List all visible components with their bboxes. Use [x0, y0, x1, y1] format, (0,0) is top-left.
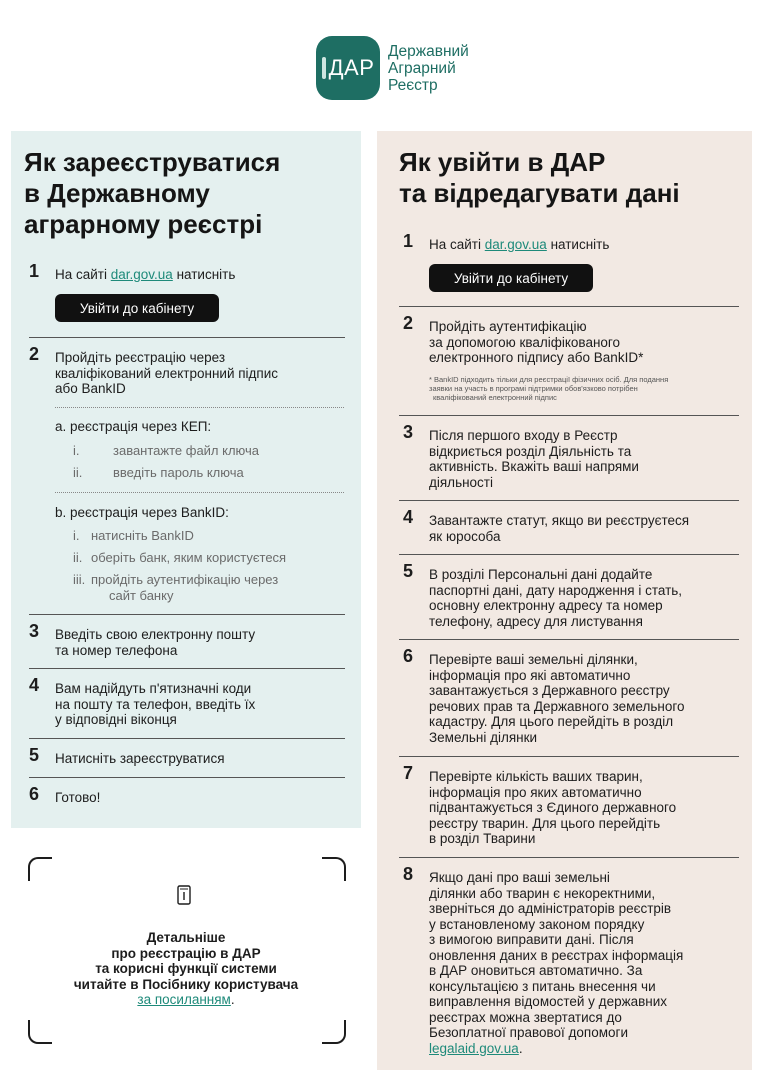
- footnote-line: заявки на участь в програмі підтримки обов'язково потрібен: [429, 384, 638, 393]
- dar-site-link[interactable]: dar.gov.ua: [110, 267, 173, 282]
- step-text: [429, 870, 683, 1056]
- bankid-option-label: b. реєстрація через BankID:: [55, 505, 229, 520]
- registration-panel: [11, 131, 361, 828]
- kep-option-label: a. реєстрація через КЕП:: [55, 419, 212, 434]
- divider: [399, 857, 739, 858]
- legalaid-link[interactable]: legalaid.gov.ua: [429, 1040, 519, 1056]
- text-line: або BankID: [55, 381, 126, 396]
- step-number: 2: [403, 313, 414, 333]
- text-line: відкриється розділ Діяльність та: [429, 443, 632, 459]
- login-title: [399, 147, 680, 209]
- substep-number: i.: [73, 528, 80, 543]
- text-line: та номер телефона: [55, 642, 178, 658]
- logo-line: Державний: [388, 42, 469, 60]
- substep-text: оберіть банк, яким користуєтеся: [91, 550, 287, 565]
- text-line: кадастру. Для цього перейдіть в розділ: [429, 714, 674, 729]
- step-text-pre: На сайті: [429, 237, 485, 252]
- divider: [399, 306, 739, 307]
- reg-step-4: [29, 675, 349, 729]
- title-line: аграрному реєстрі: [24, 209, 263, 239]
- bankid-footnote: [429, 375, 739, 402]
- step-text: [429, 513, 689, 544]
- text-line: виправлення відомостей у державних: [429, 994, 668, 1009]
- title-line: Як увійти в ДАР: [399, 147, 606, 177]
- reg-step-3: [29, 621, 349, 659]
- text-line: та корисні функції системи: [95, 961, 277, 976]
- substep-text: пройдіть аутентифікацію через: [91, 572, 279, 587]
- book-icon: [177, 885, 191, 905]
- text-line: в ДАР оновиться автоматично. За: [429, 963, 643, 978]
- step-text: [429, 652, 684, 745]
- step-number: 3: [29, 621, 40, 641]
- text-line: кваліфікований електронний підпис: [55, 365, 279, 381]
- step-text: [55, 267, 235, 283]
- title-line: в Державному: [24, 178, 210, 208]
- step-number: 2: [29, 344, 40, 364]
- logo-line: Реєстр: [388, 76, 438, 94]
- step-text: [429, 428, 639, 490]
- text-line: інформація про яких автоматично: [429, 784, 642, 800]
- step-number: 6: [403, 646, 414, 666]
- kep-substep: [73, 443, 343, 459]
- text-line: як юрособа: [429, 528, 501, 544]
- step-text-pre: На сайті: [55, 267, 111, 282]
- frame-corner: [28, 857, 52, 881]
- step-text: [55, 681, 255, 728]
- text-line: зверніться до адміністраторів реєстрів: [429, 901, 672, 916]
- text-line: Перевірте ваші земельні ділянки,: [429, 652, 638, 667]
- text-line: основну електронну адресу та номер: [429, 598, 663, 613]
- login-edit-panel: [377, 131, 752, 1070]
- text-line: у відповідні віконця: [55, 712, 177, 727]
- reg-step-5: [29, 745, 349, 769]
- substep-number: ii.: [73, 465, 83, 480]
- substep-number: ii.: [73, 550, 83, 565]
- login-step-7: [403, 763, 748, 849]
- text-line: підвантажується з Єдиного державного: [429, 800, 677, 815]
- text-line: ділянки або тварин є некоректними,: [429, 885, 656, 901]
- login-step-5: [403, 561, 748, 631]
- substep-text: натисніть BankID: [91, 528, 194, 543]
- login-step-2: [403, 313, 743, 367]
- legalaid-line: [429, 1041, 683, 1057]
- footnote-line: кваліфікований електронний підпис: [433, 393, 557, 402]
- step-number: 4: [29, 675, 40, 695]
- logo-badge: [316, 36, 380, 100]
- step-number: 4: [403, 507, 414, 527]
- text-line: завантажується з Державного реєстру: [429, 683, 670, 698]
- text-line: електронного підпису або BankID*: [429, 350, 644, 365]
- step-number: 7: [403, 763, 414, 783]
- text-line: реєстру тварин. Для цього перейдіть: [429, 815, 661, 831]
- text-line: інформація про які автоматично: [429, 667, 631, 683]
- text-line: в розділ Тварини: [429, 831, 536, 846]
- title-line: та відредагувати дані: [399, 178, 680, 208]
- step-text: Готово!: [55, 790, 101, 805]
- login-step-1: [403, 231, 743, 255]
- text-line: Перевірте кількість ваших тварин,: [429, 769, 643, 784]
- guide-link-line: [28, 992, 344, 1008]
- bankid-substep: [73, 550, 353, 566]
- divider: [29, 337, 345, 338]
- link-tail: .: [230, 992, 235, 1007]
- divider: [399, 756, 739, 757]
- dar-site-link[interactable]: dar.gov.ua: [484, 237, 547, 252]
- frame-corner: [322, 857, 346, 881]
- logo-line: Аграрний: [388, 59, 456, 77]
- step-text: [55, 350, 278, 397]
- text-line: Вам надійдуть п'ятизначні коди: [55, 681, 252, 696]
- registration-title: [24, 147, 280, 240]
- step-text: [429, 769, 676, 847]
- divider: [399, 415, 739, 416]
- footnote-line: * BankID підходить тільки для реєстрації фізичних осіб. Для подання: [429, 375, 669, 384]
- login-cabinet-button[interactable]: Увійти до кабінету: [55, 294, 219, 322]
- login-step-3: [403, 422, 743, 492]
- bankid-substep-cont: [73, 588, 353, 604]
- text-line: діяльності: [429, 474, 493, 490]
- text-line: Після першого входу в Реєстр: [429, 428, 618, 443]
- logo-badge-text: ДАР: [328, 55, 375, 80]
- frame-corner: [322, 1020, 346, 1044]
- divider: [399, 554, 739, 555]
- text-line: у встановленому законом порядку: [429, 916, 645, 932]
- text-line: Земельні ділянки: [429, 729, 538, 745]
- text-line: речових прав та Державного земельного: [429, 698, 685, 714]
- text-line: телефону, адресу для листування: [429, 613, 643, 629]
- text-line: про реєстрацію в ДАР: [111, 945, 261, 961]
- step-number: 8: [403, 864, 414, 884]
- step-text-post: натисніть: [172, 267, 236, 282]
- dotted-divider: [55, 492, 344, 493]
- user-guide-link[interactable]: за посиланням: [137, 992, 231, 1007]
- divider: [399, 500, 739, 501]
- login-step-8: [403, 864, 748, 1065]
- text-line: консультацією з питань внесення чи: [429, 978, 656, 994]
- logo: [316, 36, 469, 100]
- reg-step-2: [29, 344, 349, 398]
- text-line: на пошту та телефон, введіть їх: [55, 696, 256, 712]
- text-line: активність. Вкажіть ваші напрями: [429, 459, 639, 474]
- login-step-4: [403, 507, 748, 545]
- step-text: Натисніть зареєструватися: [55, 751, 225, 766]
- divider: [29, 777, 345, 778]
- step-number: 1: [29, 261, 40, 281]
- reg-step-6: [29, 784, 349, 808]
- step-text-post: натисніть: [546, 237, 610, 252]
- text-line: В розділі Персональні дані додайте: [429, 567, 653, 582]
- step-text: [429, 319, 643, 366]
- step-text: [429, 237, 609, 253]
- divider: [29, 614, 345, 615]
- kep-substep: [73, 465, 343, 481]
- frame-corner: [28, 1020, 52, 1044]
- text-line: читайте в Посібнику користувача: [73, 976, 299, 992]
- substep-text: завантажте файл ключа: [113, 443, 260, 458]
- substep-text: сайт банку: [109, 588, 174, 603]
- text-line: Безоплатної правової допомоги: [429, 1025, 629, 1040]
- substep-number: iii.: [73, 572, 86, 587]
- step-number: 5: [29, 745, 40, 765]
- dotted-divider: [55, 407, 344, 408]
- step-number: 3: [403, 422, 414, 442]
- text-line: паспортні дані, дату народження і стать,: [429, 582, 683, 598]
- wheat-icon: [322, 57, 326, 79]
- login-step-6: [403, 646, 748, 748]
- text-line: Пройдіть аутентифікацію: [429, 319, 587, 334]
- text-line: Введіть свою електронну пошту: [55, 627, 256, 642]
- bankid-substep: [73, 528, 343, 544]
- step-text: [429, 567, 682, 629]
- divider: [29, 738, 345, 739]
- logo-text: [388, 43, 469, 94]
- login-cabinet-button[interactable]: Увійти до кабінету: [429, 264, 593, 292]
- title-line: Як зареєструватися: [24, 147, 281, 177]
- text-line: оновлення даних в реєстрах інформація: [429, 947, 684, 963]
- substep-number: i.: [73, 443, 80, 458]
- text-line: за допомогою кваліфікованого: [429, 334, 621, 350]
- bankid-substep: [73, 572, 353, 588]
- substep-text: введіть пароль ключа: [113, 465, 244, 480]
- divider: [29, 668, 345, 669]
- step-number: 6: [29, 784, 40, 804]
- text-line: Завантажте статут, якщо ви реєструєтеся: [429, 513, 690, 528]
- text-line: Пройдіть реєстрацію через: [55, 350, 226, 365]
- link-tail: .: [518, 1040, 523, 1056]
- step-number: 1: [403, 231, 414, 251]
- text-line: Детальніше: [146, 930, 226, 945]
- step-text: [55, 627, 255, 658]
- text-line: з вимогою виправити дані. Після: [429, 932, 634, 947]
- divider: [399, 639, 739, 640]
- user-guide-note: [28, 930, 344, 1008]
- step-number: 5: [403, 561, 414, 581]
- reg-step-1: [29, 261, 349, 287]
- text-line: Якщо дані про ваші земельні: [429, 870, 610, 885]
- text-line: реєстрах можна звертатися до: [429, 1009, 622, 1025]
